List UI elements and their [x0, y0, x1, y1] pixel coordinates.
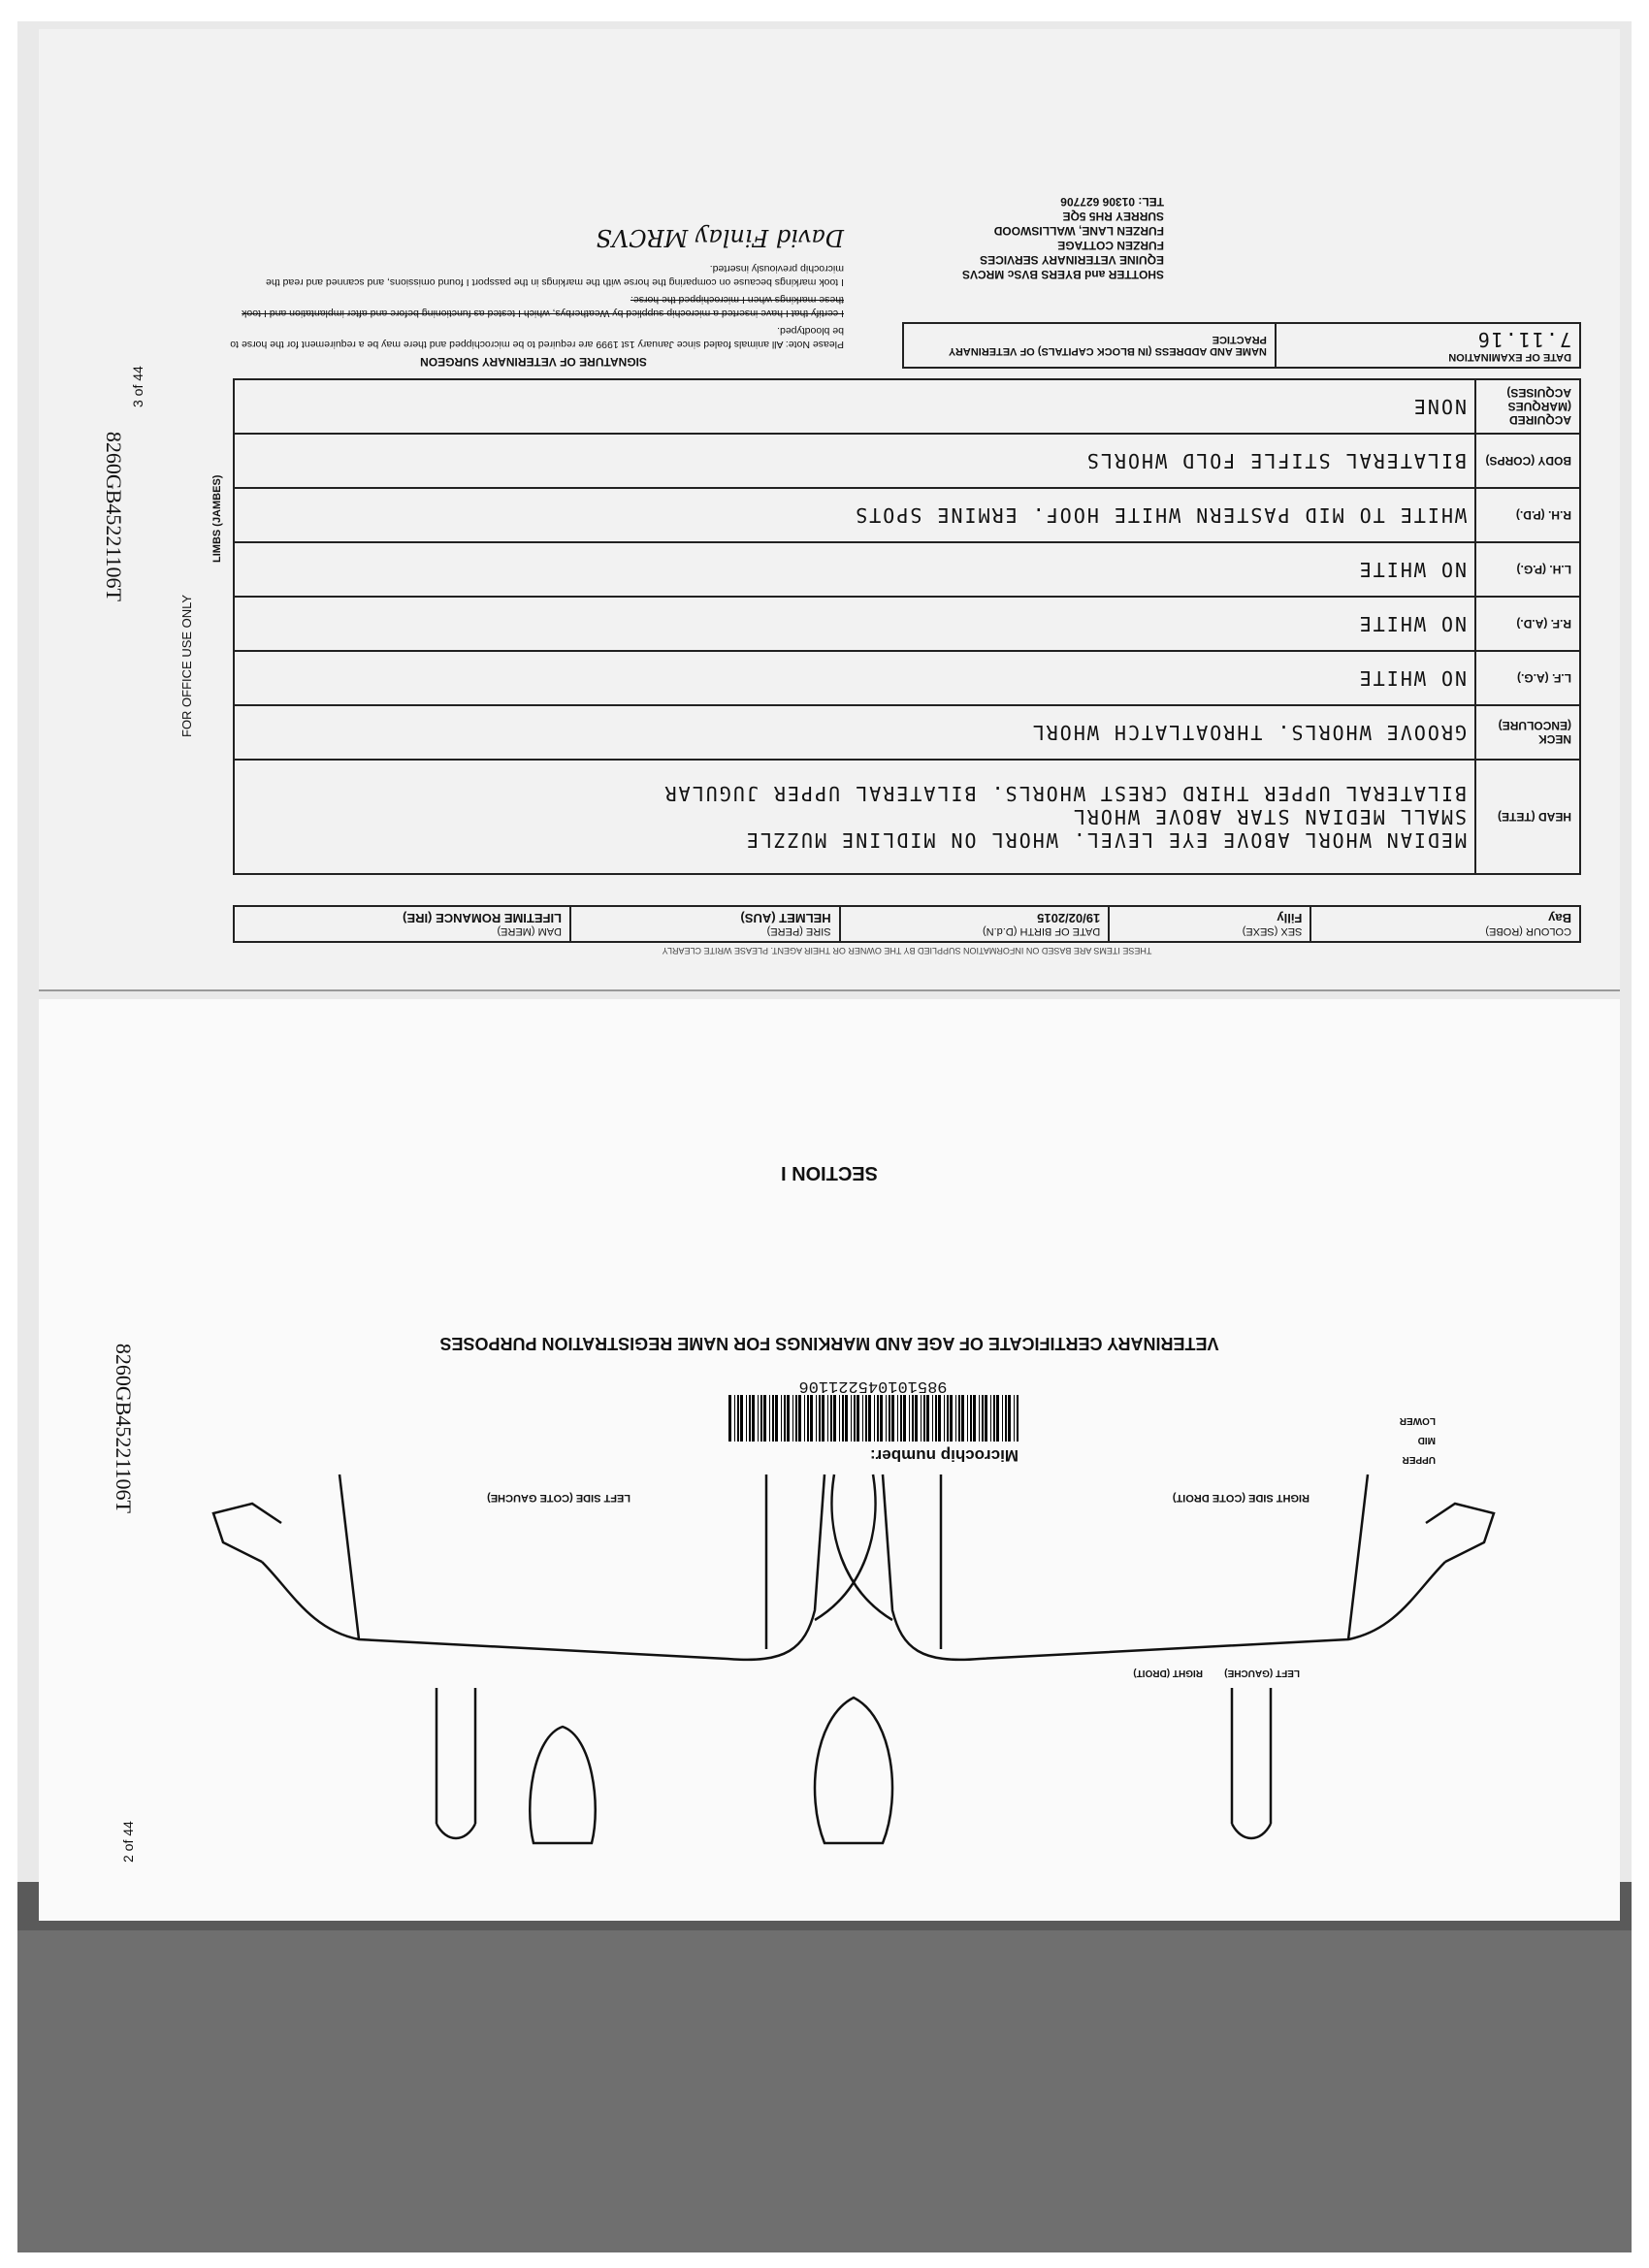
colour-value: Bay — [1548, 911, 1571, 925]
sire-label: SIRE (PERE) — [766, 925, 831, 937]
practice-line: FURZEN COTTAGE — [1057, 239, 1164, 252]
lf-value: NO WHITE — [234, 651, 1475, 705]
acquired-value: NONE — [234, 379, 1475, 434]
sex-label: SEX (SEXE) — [1242, 925, 1303, 937]
limbs-label: LIMBS (JAMBES) — [211, 474, 223, 563]
microchip-label: Microchip number: — [869, 1446, 1018, 1465]
left-side-label: LEFT SIDE (COTE GAUCHE) — [487, 1492, 630, 1504]
page-number: 3 of 44 — [130, 366, 146, 407]
certify-option-a: I certify that I have inserted a microchip supplied by Weatherbys, which I tested as functioning before and after implantation and I took these markings when I microchipped the horse. — [242, 294, 844, 319]
lf-label: L.F. (A.G.) — [1475, 651, 1580, 705]
horse-markings-diagram — [146, 1358, 1562, 1882]
head-label: HEAD (TETE) — [1475, 760, 1580, 874]
front-legs-view — [1232, 1688, 1271, 1838]
section-title: SECTION I — [781, 1162, 879, 1183]
head-line-2: SMALL MEDIAN STAR ABOVE WHORL — [1071, 805, 1467, 828]
practice-line: SHOTTER and BYERS BVSc MRCVS — [961, 268, 1164, 281]
passport-page-2 — [39, 999, 1620, 1921]
signature-block — [223, 224, 844, 369]
vet-signature: David Finlay MRCVS — [596, 224, 844, 251]
lh-label: L.H. (P.G.) — [1475, 542, 1580, 597]
practice-line: EQUINE VETERINARY SERVICES — [980, 253, 1164, 267]
microchip-note: Please Note: All animals foaled since January 1st 1999 are required to be microchipped and there may be a requirement for the horse to be bloodtyped. — [230, 325, 844, 350]
practice-table — [902, 322, 1581, 369]
view-right-label: RIGHT (DROIT) — [1133, 1668, 1203, 1678]
head-front-view — [815, 1698, 892, 1843]
view-left-label: LEFT (GAUCHE) — [1224, 1668, 1300, 1678]
rh-value: WHITE TO MID PASTERN WHITE HOOF. ERMINE SPOTS — [234, 488, 1475, 542]
muzzle-view — [530, 1727, 596, 1843]
practice-line: SURREY RH5 5QE — [1062, 210, 1164, 223]
leg-level-lower: LOWER — [1399, 1415, 1436, 1426]
microchip-number: 985101045221106 — [798, 1377, 948, 1395]
practice-label: NAME AND ADDRESS (IN BLOCK CAPITALS) OF VETERINARY PRACTICE — [949, 334, 1267, 357]
office-use-label: FOR OFFICE USE ONLY — [179, 594, 194, 737]
colour-label: COLOUR (ROBE) — [1485, 925, 1571, 937]
dam-label: DAM (MERE) — [497, 925, 563, 937]
neck-value: GROOVE WHORLS. THROATLATCH WHORL — [234, 705, 1475, 760]
head-line-3: BILATERAL UPPER THIRD CREST WHORLS. BILATERAL UPPER JUGULAR — [663, 782, 1467, 805]
practice-address — [962, 194, 1164, 281]
dob-label: DATE OF BIRTH (D.d.N) — [983, 925, 1101, 937]
certify-option-b: I took markings because on comparing the horse with the markings in the passport I found omissions, and scanned and read the microchip previously inserted. — [266, 263, 844, 288]
lh-value: NO WHITE — [234, 542, 1475, 597]
body-label: BODY (CORPS) — [1475, 434, 1580, 488]
page-number-lower: 2 of 44 — [120, 1821, 136, 1863]
body-value: BILATERAL STIFLE FOLD WHORLS — [234, 434, 1475, 488]
exam-date-label: DATE OF EXAMINATION — [1448, 351, 1571, 363]
signature-label: SIGNATURE OF VETERINARY SURGEON — [420, 355, 647, 369]
scanner-bed — [17, 1930, 1632, 2252]
rf-label: R.F. (A.D.) — [1475, 597, 1580, 651]
leg-level-mid: MID — [1417, 1435, 1436, 1445]
rh-label: R.H. (P.D.) — [1475, 488, 1580, 542]
dob-value: 19/02/2015 — [1037, 911, 1101, 925]
passport-page-3 — [39, 29, 1620, 989]
dam-value: LIFETIME ROMANCE (IRE) — [403, 911, 563, 925]
header-note: THESE ITEMS ARE BASED ON INFORMATION SUPPLIED BY THE OWNER OR THEIR AGENT. PLEASE WRITE CLEARLY — [662, 946, 1152, 956]
neck-label: NECK (ENCOLURE) — [1475, 705, 1580, 760]
exam-date-value: 7.11.16 — [1475, 328, 1571, 351]
right-side-label: RIGHT SIDE (COTE DROIT) — [1172, 1492, 1310, 1504]
acquired-label: ACQUIRED (MARQUES ACQUISES) — [1475, 379, 1580, 434]
practice-line: TEL: 01306 627706 — [1060, 195, 1164, 209]
rf-value: NO WHITE — [234, 597, 1475, 651]
reference-code-lower: 8260GB45221106T — [112, 1343, 136, 1513]
identity-table — [233, 905, 1581, 943]
head-line-1: MEDIAN WHORL ABOVE EYE LEVEL. WHORL ON MIDLINE MUZZLE — [744, 828, 1467, 852]
sex-value: Filly — [1277, 911, 1303, 925]
reference-code: 8260GB45221106T — [102, 431, 126, 601]
practice-line: FURZEN LANE, WALLISWOOD — [993, 224, 1164, 238]
markings-table — [233, 378, 1581, 875]
certificate-title: VETERINARY CERTIFICATE OF AGE AND MARKINGS FOR NAME REGISTRATION PURPOSES — [439, 1334, 1219, 1353]
sire-value: HELMET (AUS) — [740, 911, 831, 925]
leg-level-upper: UPPER — [1402, 1454, 1436, 1465]
rear-legs-view — [436, 1688, 475, 1838]
